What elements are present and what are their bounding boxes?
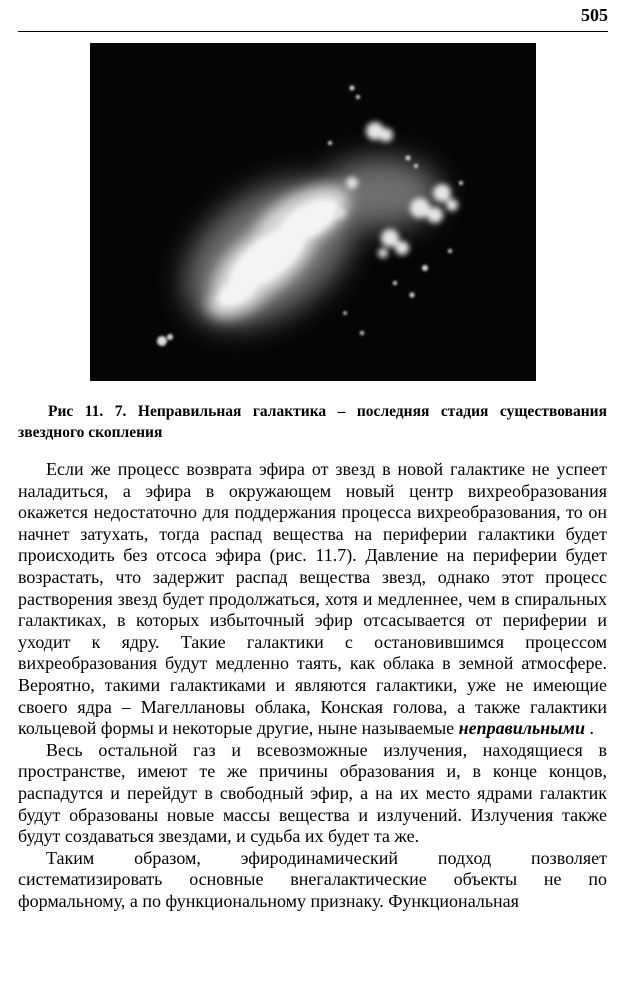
paragraph: Таким образом, эфиродинамический подход позволяет систематизировать основные внегалактические объекты не по формальному, а по функциональному признаку. Функциональная [18, 847, 607, 911]
irregular-galaxy-image [90, 43, 536, 381]
paragraph [18, 459, 607, 740]
paragraph-text-end: . [585, 718, 595, 739]
page-header [18, 0, 608, 32]
figure-caption [18, 401, 607, 443]
galaxy-photo [90, 43, 536, 381]
body-text [18, 459, 607, 912]
paragraph-text: Если же процесс возврата эфира от звезд в новой галактике не успеет наладиться, а эфира в окружающем новый центр вихреобразования окажется недостаточно для поддержания процесса вихреобразования, то он начнет затухать, тогда распад вещества на периферии галактики будет происходить без отсоса эфира (рис. 11.7). Давление на периферии будет возрастать, что задержит распад вещества звезд, однако этот процесс растворения звезд будет продолжаться, хотя и медленнее, чем в спиральных галактиках, в которых избыточный эфир отсасывается от периферии и уходит к ядру. Такие галактики с остановившимся процессом вихреобразования будут медленно таять, как облака в земной атмосфере. Вероятно, такими галактиками и являются галактики, уже не имеющие своего ядра – Магеллановы облака, Конская голова, а также галактики кольцевой формы и некоторые другие, ныне называемые [18, 459, 607, 739]
figure-caption-text: Рис 11. 7. Неправильная галактика – последняя стадия существования звездного скопления [18, 403, 607, 441]
emphasized-term: неправильными [458, 718, 586, 739]
page-number: 505 [581, 5, 608, 25]
paragraph: Весь остальной газ и всевозможные излучения, находящиеся в пространстве, имеют те же причины образования и, в конце концов, распадутся и перейдут в свободный эфир, а на их место ядрами галактик будут образованы новые массы вещества и излучений. Излучения также будут создаваться звездами, и судьба их будет та же. [18, 739, 607, 847]
